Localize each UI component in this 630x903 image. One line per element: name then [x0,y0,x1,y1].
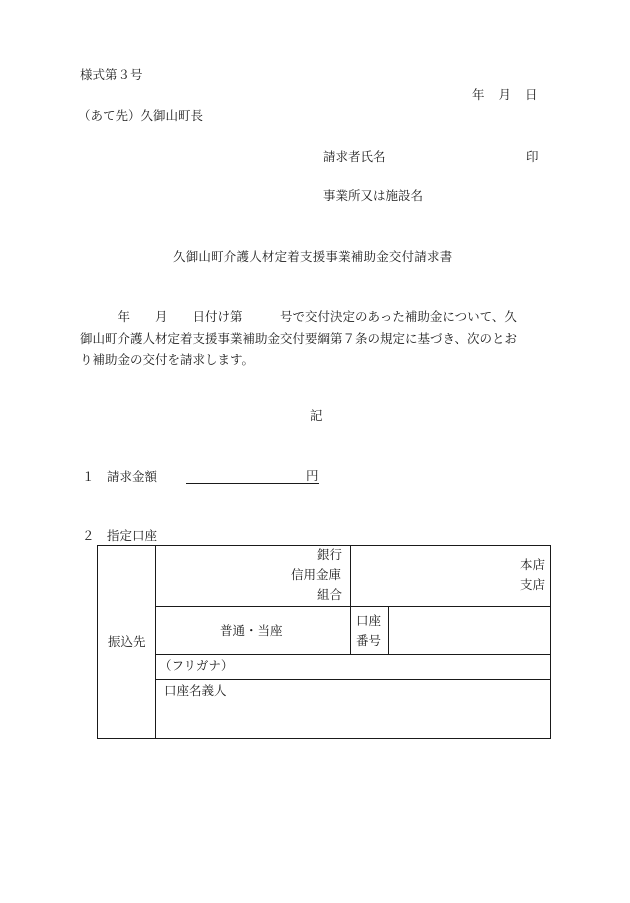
document-body [80,306,552,371]
addressee: （あて先）久御山町長 [78,108,204,123]
body-line: 御山町介護人材定着支援事業補助金交付要綱第７条の規定に基づき、次のとお [80,330,518,346]
account-type: 普通・当座 [220,623,283,638]
table-divider [155,606,550,607]
amount-blank-line[interactable] [186,483,319,484]
table-divider [350,546,351,606]
form-number: 様式第３号 [80,67,143,82]
table-divider [155,679,550,680]
date-month: 月 [498,87,512,102]
date-line [472,89,538,102]
table-divider [155,546,156,738]
yen-unit: 円 [306,468,319,483]
seal-mark: 印 [526,149,539,164]
account-number-label-line2: 番号 [356,633,382,648]
item2-label: 指定口座 [107,528,158,543]
facility-name-label: 事業所又は施設名 [323,188,424,203]
account-number-label-line1: 口座 [356,613,382,628]
branch-type-main: 本店 [520,557,546,572]
date-year: 年 [472,87,485,102]
bank-type-bank: 銀行 [317,547,343,562]
body-line: 年 月 日付け第 号で交付決定のあった補助金について、久 [80,309,517,324]
ki-heading: 記 [310,408,323,423]
bank-type-kumiai: 組合 [317,587,343,602]
transfer-destination-header: 振込先 [108,634,146,649]
item1-number: １ [82,469,95,484]
table-divider [388,606,389,654]
document-title: 久御山町介護人材定着支援事業補助金交付請求書 [173,249,453,264]
item1-label: 請求金額 [107,469,158,484]
body-line: り補助金の交付を請求します。 [80,352,255,367]
item2-number: ２ [82,528,95,543]
table-divider [350,606,351,654]
bank-type-shinkin: 信用金庫 [291,567,342,582]
table-divider [155,654,550,655]
furigana-label: （フリガナ） [159,658,234,673]
branch-type-branch: 支店 [520,577,546,592]
bank-account-table [97,545,551,739]
applicant-name-label: 請求者氏名 [323,149,386,164]
date-day: 日 [525,87,538,102]
account-holder-label: 口座名義人 [164,683,227,698]
